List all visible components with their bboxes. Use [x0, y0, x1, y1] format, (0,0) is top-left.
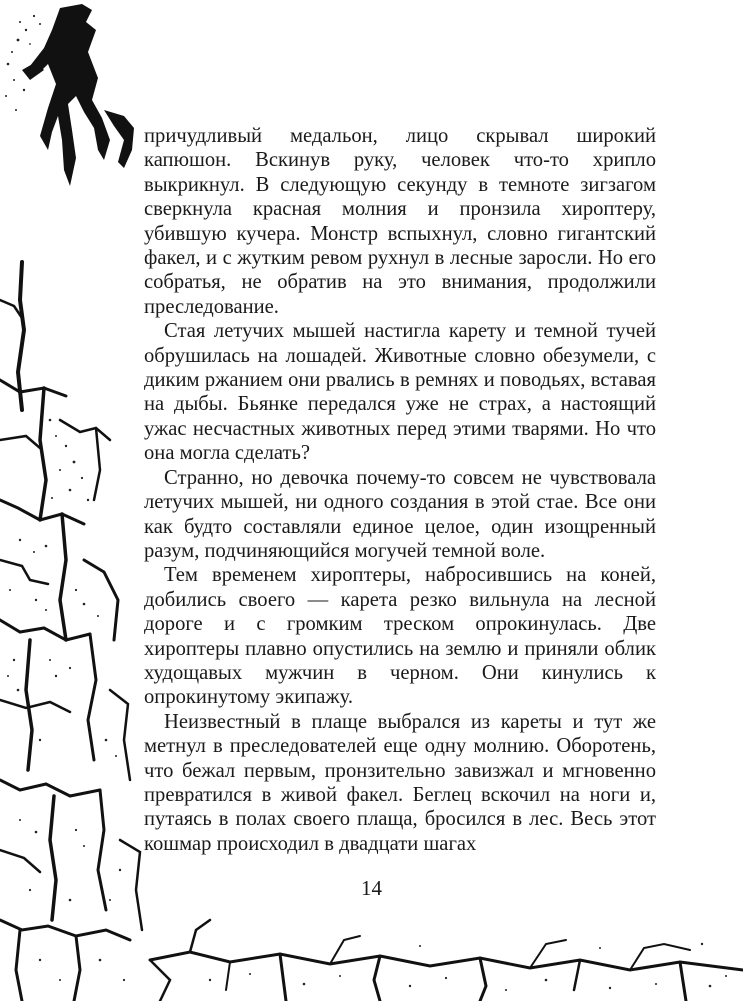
paragraph-1: причудливый медальон, лицо скрывал широкий капюшон. Вскинув руку, человек что-то хрипло выкрикнул. В следующую секунду в темноте зигзагом сверкнула красная молния и пронзила хироптеру, убившую кучера. Монстр вспыхнул, словно гигантский факел, и с жутким ревом рухнул в лесные заросли. Но его собратья, не обратив на это внимания, продолжили преследование.: [144, 125, 656, 318]
creature-speckles: [5, 15, 41, 111]
page-number: 14: [361, 876, 382, 900]
body-text: [144, 124, 656, 856]
paragraph-3: Странно, но девочка почему-то совсем не чувствовала летучих мышей, ни одного создания в этой стае. Все они как будто составляли единое целое, один изощренный разум, подчиняющийся могучей темной воле.: [144, 466, 656, 562]
paragraph-5: Неизвестный в плаще выбрался из кареты и тут же метнул в преследователей еще одну молнию. Оборотень, что бежал первым, пронзительно завизжал и мгновенно превратился в живой факел. Беглец вскочил на ноги и, путаясь в полах своего плаща, бросился в лес. Весь этот кошмар происходил в двадцати шагах: [144, 710, 656, 855]
bottom-stone-cracks: [150, 920, 743, 1001]
paragraph-4: Тем временем хироптеры, набросившись на коней, добились своего — карета резко вильнула на лесной дороге и с громким треском опрокинулась. Две хироптеры плавно опустились на землю и приняли облик худощавых мужчин в черном. Они кинулись к опрокинутому экипажу.: [144, 564, 656, 709]
creature-illustration: [22, 4, 134, 186]
paragraph-2: Стая летучих мышей настигла карету и темной тучей обрушилась на лошадей. Животные словно обезумели, с диким ржанием они рвались в ремнях и поводьях, вставая на дыбы. Бьянке передался уже не страх, а настоящий ужас несчастных животных перед этими тварями. Но что она могла сделать?: [144, 320, 656, 465]
